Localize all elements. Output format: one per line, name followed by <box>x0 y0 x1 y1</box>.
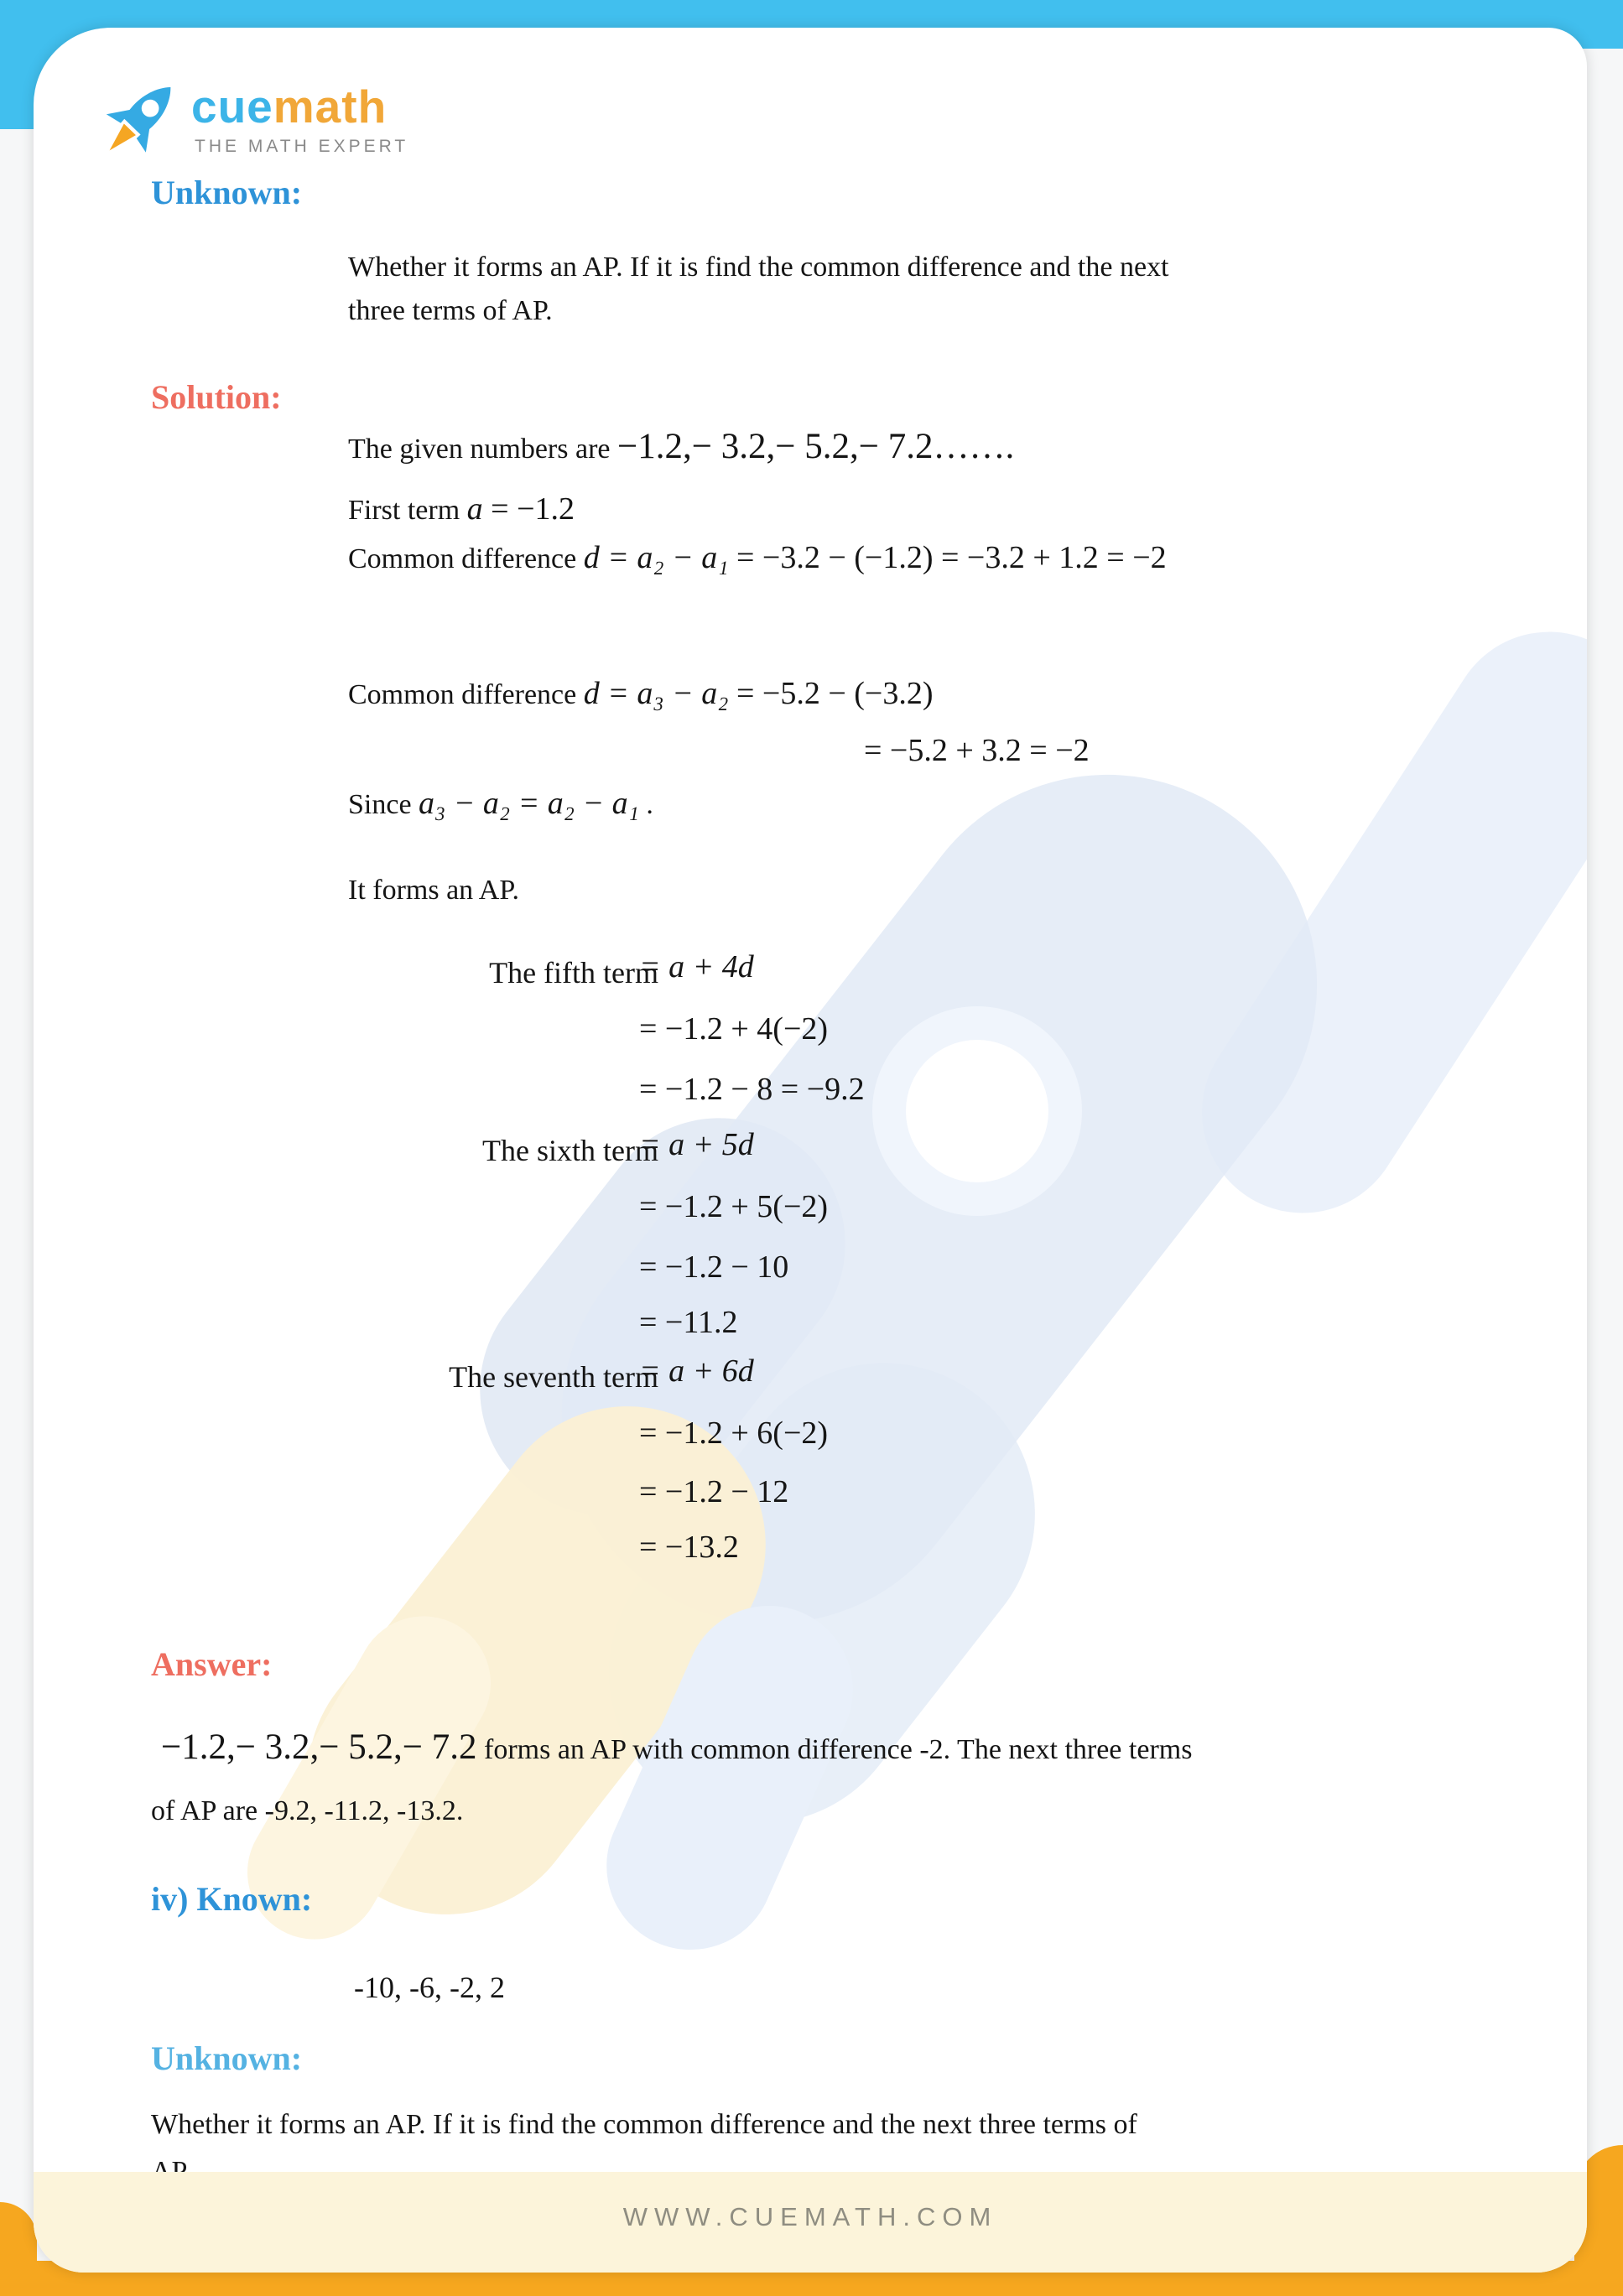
sixth-term-step-3: = −11.2 <box>639 1305 738 1340</box>
first-term-value: = −1.2 <box>482 491 575 527</box>
forms-ap-line: It forms an AP. <box>348 875 519 906</box>
logo-tagline: THE MATH EXPERT <box>195 137 409 156</box>
seventh-term-eq: = a + 6d <box>639 1353 754 1389</box>
unknown1-line2: three terms of AP. <box>348 295 553 326</box>
unknown2-line1: Whether it forms an AP. If it is find the common difference and the next three terms of <box>151 2109 1137 2140</box>
sixth-term-step-1: = −1.2 + 5(−2) <box>639 1189 829 1224</box>
footer-url: WWW.CUEMATH.COM <box>622 2202 998 2231</box>
first-term-line <box>348 491 575 527</box>
given-sequence: −1.2,− 3.2,− 5.2,− 7.2……. <box>617 427 1015 466</box>
watermark-rocket-window <box>906 1040 1048 1182</box>
seventh-term-step-1: = −1.2 + 6(−2) <box>639 1416 829 1451</box>
fifth-term-step-2: = −1.2 − 8 = −9.2 <box>639 1072 865 1107</box>
cd2-calc: = −5.2 − (−3.2) <box>728 676 934 711</box>
bottom-orange-left-swoosh <box>0 2202 37 2296</box>
cd2-var: d = a₃ − a₂ <box>583 676 729 711</box>
sixth-term-step-2: = −1.2 − 10 <box>639 1249 789 1285</box>
answer-text-1: forms an AP with common difference -2. The next three terms <box>476 1734 1193 1765</box>
sixth-term-label: The sixth term <box>482 1134 658 1167</box>
since-pre: Since <box>348 789 419 820</box>
unknown-heading-1: Unknown: <box>151 174 303 211</box>
first-term-pre: First term <box>348 495 467 526</box>
logo-cue: cue <box>191 81 273 132</box>
solution-heading: Solution: <box>151 378 282 416</box>
sixth-term-eq: = a + 5d <box>639 1127 754 1162</box>
since-period: . <box>638 789 653 820</box>
unknown1-line1: Whether it forms an AP. If it is find the common difference and the next <box>348 252 1169 283</box>
unknown-heading-2: Unknown: <box>151 2039 303 2077</box>
common-difference-line-2 <box>348 675 933 712</box>
rocket-icon <box>94 71 186 172</box>
answer-line-2: of AP are -9.2, -11.2, -13.2. <box>151 1795 464 1826</box>
since-line <box>348 785 653 822</box>
content-card <box>34 28 1587 2273</box>
answer-heading: Answer: <box>151 1645 273 1683</box>
logo-math: math <box>273 81 388 132</box>
known-iv-heading: iv) Known: <box>151 1880 313 1918</box>
seventh-term-step-2: = −1.2 − 12 <box>639 1474 789 1509</box>
fifth-term-step-1: = −1.2 + 4(−2) <box>639 1011 829 1047</box>
answer-sequence: −1.2,− 3.2,− 5.2,− 7.2 <box>161 1727 477 1767</box>
logo-wordmark <box>191 80 387 133</box>
cd2-continuation: = −5.2 + 3.2 = −2 <box>864 733 1090 768</box>
seventh-term-step-3: = −13.2 <box>639 1530 739 1565</box>
answer-line-1 <box>161 1727 1192 1768</box>
fifth-term-eq: = a + 4d <box>639 949 754 984</box>
cd1-pre: Common difference <box>348 543 584 574</box>
cd2-pre: Common difference <box>348 679 584 710</box>
first-term-var: a <box>466 491 483 527</box>
cuemath-logo <box>94 71 186 172</box>
seventh-term-label: The seventh term <box>449 1360 658 1394</box>
cd1-calc: = −3.2 − (−1.2) = −3.2 + 1.2 = −2 <box>728 540 1167 575</box>
since-var: a₃ − a₂ = a₂ − a₁ <box>419 786 639 821</box>
given-pre: The given numbers are <box>348 434 617 465</box>
common-difference-line-1 <box>348 539 1167 576</box>
given-numbers-line <box>348 426 1014 467</box>
footer-band <box>34 2172 1587 2273</box>
known-iv-sequence: -10, -6, -2, 2 <box>354 1971 505 2004</box>
cd1-var: d = a₂ − a₁ <box>583 540 729 575</box>
fifth-term-label: The fifth term <box>489 956 658 990</box>
